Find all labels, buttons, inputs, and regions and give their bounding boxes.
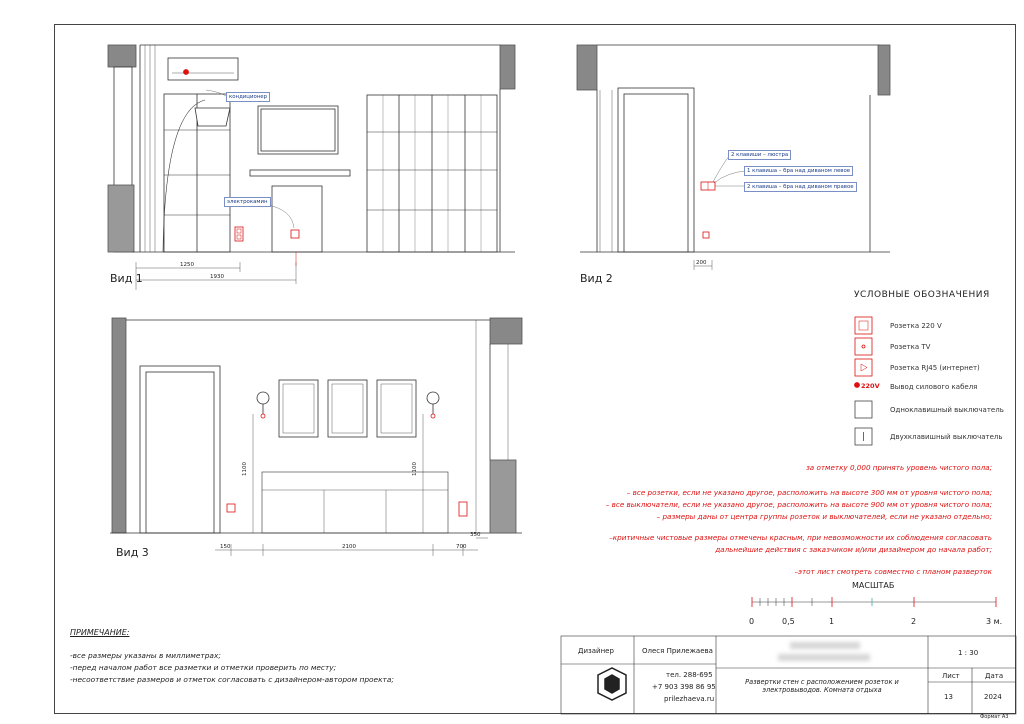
dim-v3-150: 150 [220, 544, 231, 550]
scale-bar [752, 597, 996, 607]
legend-double-switch: Двухклавишный выключатель [890, 433, 1003, 441]
callout-ac: кондиционер [226, 92, 270, 102]
tb-phone-2: +7 903 398 86 95 [652, 683, 716, 691]
notes-line-1: -перед началом работ все разметки и отметки проверить по месту; [70, 663, 337, 672]
dim-v3-700: 700 [456, 544, 467, 550]
scale-label-1: 1 [829, 617, 835, 626]
dim-v3-2100: 2100 [342, 544, 356, 550]
view-3-elevation [110, 318, 522, 556]
dim-v2-200: 200 [696, 260, 707, 266]
scale-label-2: 2 [911, 617, 917, 626]
red-note-1: – все розетки, если не указано другое, расположить на высоте 300 мм от уровня чистого пола; [626, 488, 992, 497]
dim-v1-1930: 1930 [210, 274, 224, 280]
red-note-0: за отметку 0,000 принять уровень чистого пола; [805, 463, 992, 472]
tb-date-label: Дата [985, 672, 1004, 680]
red-note-6: –этот лист смотреть совместно с планом разверток [794, 567, 992, 576]
tb-sheet-label: Лист [942, 672, 960, 680]
designer-logo [598, 668, 626, 700]
scale-label-0: 0 [749, 617, 755, 626]
tb-description: Развертки стен с расположением розеток и электровыводов. Комната отдыха [745, 678, 899, 694]
view-1-elevation [108, 45, 515, 290]
dim-v1-1250: 1250 [180, 262, 194, 268]
tb-sheet-number: 13 [944, 693, 953, 701]
dim-v3-1100-right: 1100 [412, 462, 418, 476]
red-note-2: – все выключатели, если не указано другое, расположить на высоте 900 мм от уровня чистого пола; [605, 500, 992, 509]
dim-v3-1100-left: 1100 [242, 462, 248, 476]
tb-designer-name: Олеся Прилежаева [642, 647, 713, 655]
legend-title: УСЛОВНЫЕ ОБОЗНАЧЕНИЯ [854, 290, 990, 300]
scale-label-05: 0,5 [782, 617, 795, 626]
legend-socket-tv: Розетка TV [890, 343, 931, 351]
callout-fireplace: электрокамин [224, 197, 271, 207]
tb-phone-1: тел. 288-695 [666, 671, 713, 679]
legend-socket-rj45: Розетка RJ45 (интернет) [890, 364, 980, 372]
legend-socket-220v: Розетка 220 V [890, 322, 942, 330]
red-note-3: – размеры даны от центра группы розеток и выключателей, если не указано отдельно; [656, 512, 992, 521]
tb-date: 2024 [984, 693, 1002, 701]
red-note-4: –критичные чистовые размеры отмечены красным, при невозможности их соблюдения согласовать [609, 533, 992, 542]
callout-v2-chandelier: 2 клавиши – люстра [728, 150, 791, 160]
callout-v2-right-sconce: 2 клавиша – бра над диваном правое [744, 182, 857, 192]
scale-label-3m: 3 м. [986, 617, 1003, 626]
tb-blurred-project-line-2 [778, 654, 870, 661]
tb-format: Формат А3 [980, 714, 1009, 720]
callout-v2-left-sconce: 1 клавиша – бра над диваном левое [744, 166, 853, 176]
view-2-label: Вид 2 [580, 272, 613, 285]
legend-220v-tag: 220V [861, 382, 880, 390]
legend-icons [855, 317, 873, 445]
tb-scale: 1 : 30 [958, 649, 979, 657]
legend-power-cable: Вывод силового кабеля [890, 383, 978, 391]
notes-title: ПРИМЕЧАНИЕ: [70, 628, 130, 637]
view-1-label: Вид 1 [110, 272, 143, 285]
legend-single-switch: Одноклавишный выключатель [890, 406, 1004, 414]
notes-line-0: -все размеры указаны в миллиметрах; [70, 651, 221, 660]
red-note-5: дальнейшие действия с заказчиком и/или дизайнером до начала работ; [715, 545, 992, 554]
notes-line-2: -несоответствие размеров и отметок согласовать с дизайнером-автором проекта; [70, 675, 394, 684]
scale-title: МАСШТАБ [852, 581, 895, 590]
tb-site: prilezhaeva.ru [664, 695, 715, 703]
dim-v3-350: 350 [470, 532, 481, 538]
view-3-label: Вид 3 [116, 546, 149, 559]
tb-designer-label: Дизайнер [578, 647, 614, 655]
tb-blurred-project-line-1 [790, 642, 860, 649]
